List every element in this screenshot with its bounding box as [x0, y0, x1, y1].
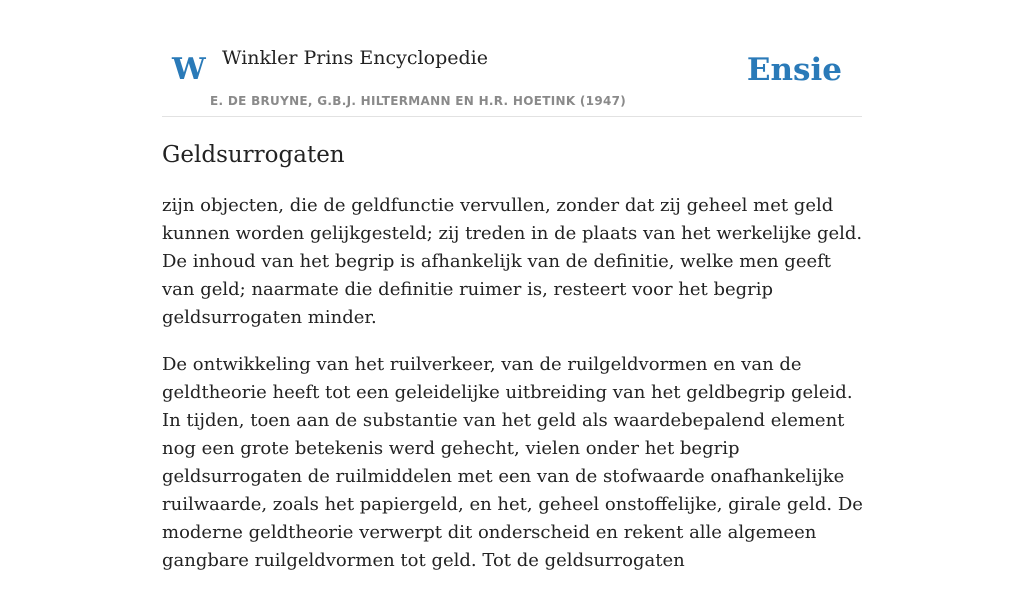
paragraph: zijn objecten, die de geldfunctie vervullen, zonder dat zij geheel met geld kunnen worden gelijkgesteld; zij treden in de plaats van het werkelijke geld. De inhoud van het begrip is afhankelijk van de definitie, welke men geeft van geld; naarmate die definitie ruimer is, resteert voor het begrip geldsurrogaten minder.	[162, 195, 863, 328]
paragraph: De ontwikkeling van het ruilverkeer, van de ruilgeldvormen en van de geldtheorie heeft tot een geleidelijke uitbreiding van het geldbegrip geleid. In tijden, toen aan de substantie van het geld als waardebepalend element nog een grote betekenis werd gehecht, vielen onder het begrip geldsurrogaten de ruilmiddelen met een van de stofwaarde onafhankelijke ruilwaarde, zoals het papiergeld, en het, geheel onstoffelijke, girale geld. De moderne geldtheorie verwerpt dit onderscheid en rekent alle algemeen gangbare ruilgeldvormen tot geld. Tot de geldsurrogaten	[162, 354, 863, 571]
article-title: Geldsurrogaten	[162, 142, 345, 168]
article-body	[162, 192, 864, 594]
source-header	[162, 0, 862, 117]
source-title[interactable]: Winkler Prins Encyclopedie	[222, 47, 488, 69]
ensie-logo[interactable]: Ensie	[746, 52, 842, 88]
winkler-prins-logo[interactable]: W	[172, 52, 206, 87]
source-authors: E. DE BRUYNE, G.B.J. HILTERMANN EN H.R. HOETINK (1947)	[210, 94, 627, 108]
